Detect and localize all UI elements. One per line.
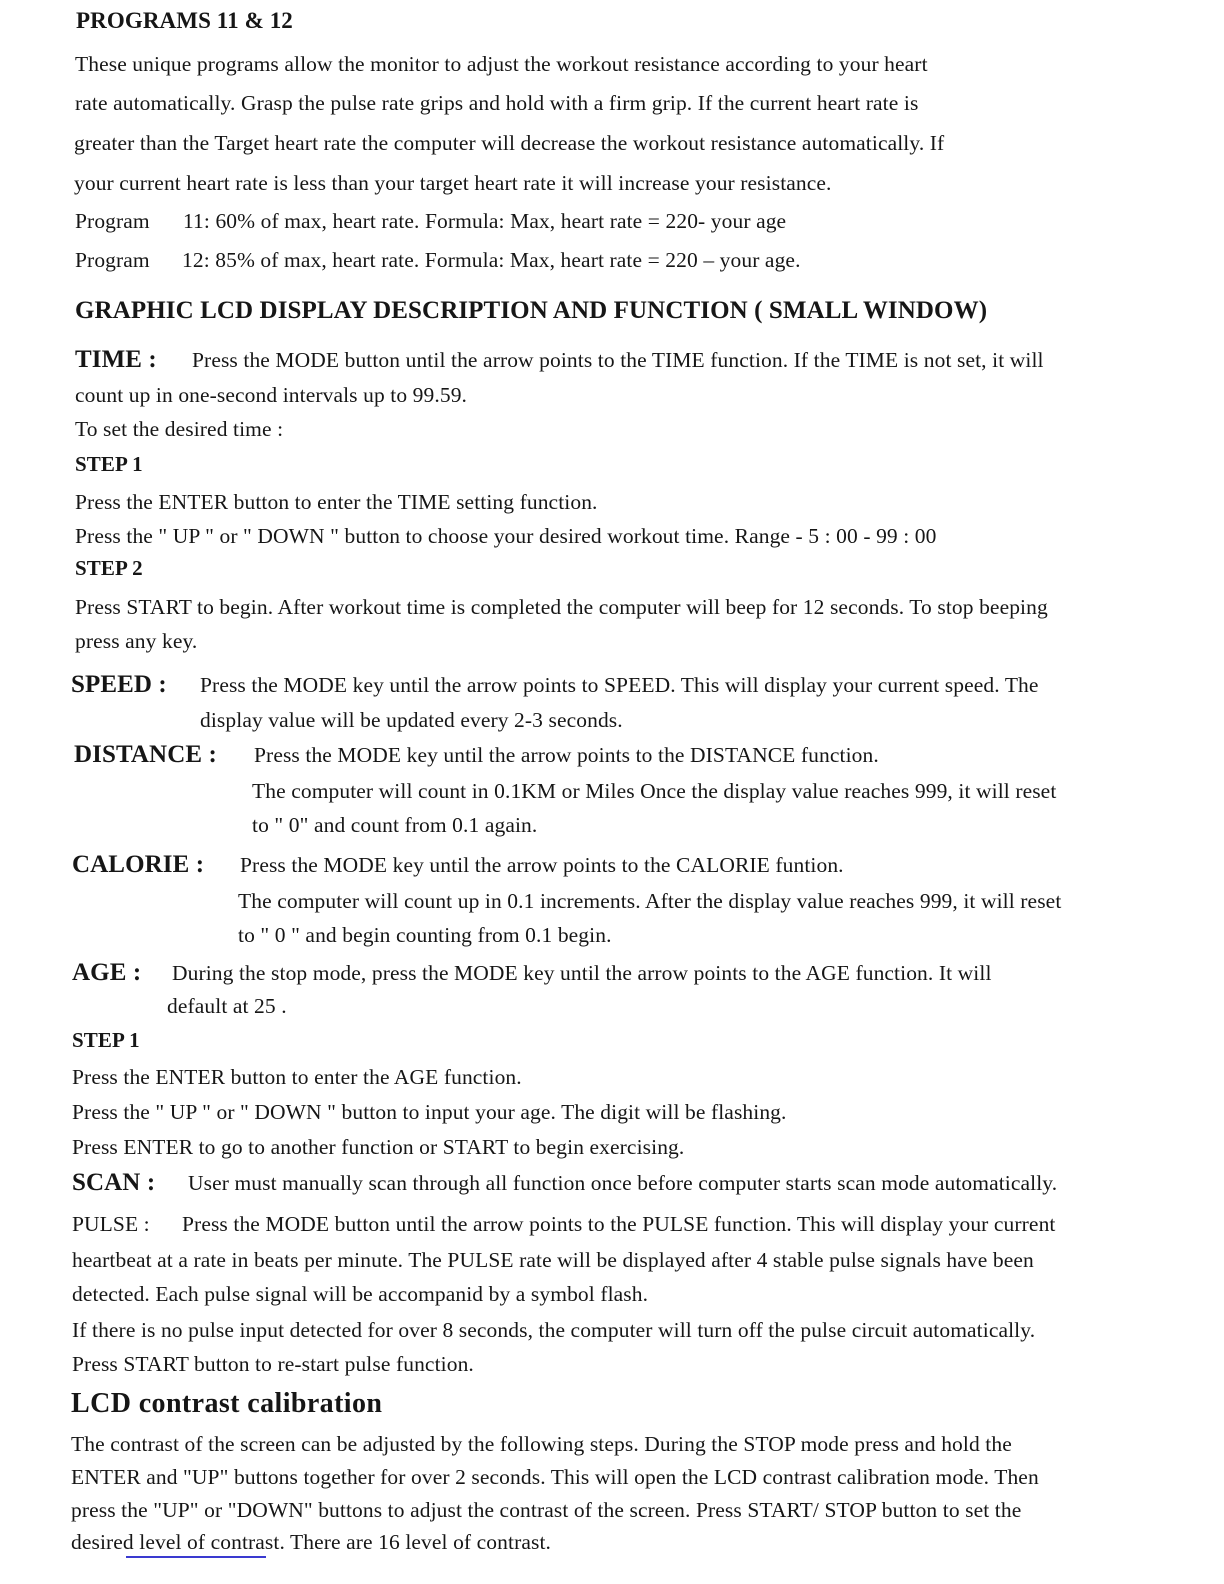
speed-line-1: Press the MODE key until the arrow points to SPEED. This will display your current speed. The: [200, 673, 1039, 697]
speed-label: SPEED :: [71, 671, 167, 698]
calorie-row: [72, 852, 844, 878]
time-step1-label: STEP 1: [75, 452, 143, 476]
distance-line-1: Press the MODE key until the arrow points to the DISTANCE function.: [254, 743, 879, 767]
scan-row: [72, 1170, 1057, 1196]
programs-line-2: rate automatically. Grasp the pulse rate grips and hold with a firm grip. If the current heart rate is: [75, 91, 919, 115]
program-12-label: Program: [75, 248, 150, 272]
program-12-text: 12: 85% of max, heart rate. Formula: Max, heart rate = 220 – your age.: [182, 248, 801, 272]
time-row: [75, 347, 1044, 373]
time-step2-line-2: press any key.: [75, 629, 198, 653]
contrast-heading: LCD contrast calibration: [71, 1388, 383, 1419]
pulse-line-2: heartbeat at a rate in beats per minute. The PULSE rate will be displayed after 4 stable pulse signals have been: [72, 1248, 1034, 1272]
programs-line-3: greater than the Target heart rate the computer will decrease the workout resistance automatically. If: [74, 131, 945, 155]
pulse-line-5: Press START button to re-start pulse function.: [72, 1352, 474, 1376]
calorie-line-1: Press the MODE key until the arrow points to the CALORIE funtion.: [240, 853, 844, 877]
distance-line-3: to " 0" and count from 0.1 again.: [252, 813, 538, 837]
contrast-line-4: desired level of contrast. There are 16 level of contrast.: [71, 1530, 551, 1554]
distance-label: DISTANCE :: [74, 741, 217, 768]
time-label: TIME :: [75, 346, 157, 373]
age-label: AGE :: [72, 959, 142, 986]
age-step1-line-2: Press the " UP " or " DOWN " button to input your age. The digit will be flashing.: [72, 1100, 787, 1124]
pulse-line-1: Press the MODE button until the arrow points to the PULSE function. This will display your current: [182, 1212, 1056, 1236]
pulse-line-4: If there is no pulse input detected for over 8 seconds, the computer will turn off the pulse circuit automatically.: [72, 1318, 1036, 1342]
calorie-label: CALORIE :: [72, 851, 205, 878]
footer-rule: [126, 1556, 266, 1558]
pulse-row: [72, 1211, 1056, 1237]
scan-line-1: User must manually scan through all function once before computer starts scan mode automatically.: [188, 1171, 1058, 1195]
distance-row: [74, 742, 879, 768]
contrast-line-2: ENTER and "UP" buttons together for over 2 seconds. This will open the LCD contrast calibration mode. Then: [71, 1465, 1039, 1489]
programs-line-4: your current heart rate is less than your target heart rate it will increase your resistance.: [74, 171, 832, 195]
age-step1-line-1: Press the ENTER button to enter the AGE function.: [72, 1065, 522, 1089]
time-step1-line-1: Press the ENTER button to enter the TIME setting function.: [75, 490, 598, 514]
time-line-2: count up in one-second intervals up to 99.59.: [75, 383, 468, 407]
age-step1-line-3: Press ENTER to go to another function or START to begin exercising.: [72, 1135, 685, 1159]
lcd-section-heading: GRAPHIC LCD DISPLAY DESCRIPTION AND FUNCTION ( SMALL WINDOW): [75, 297, 988, 324]
age-line-2: default at 25 .: [167, 994, 287, 1018]
contrast-line-3: press the "UP" or "DOWN" buttons to adjust the contrast of the screen. Press START/ STOP button to set the: [71, 1498, 1022, 1522]
age-row: [72, 960, 992, 986]
pulse-line-3: detected. Each pulse signal will be accompanid by a symbol flash.: [72, 1282, 649, 1306]
contrast-line-1: The contrast of the screen can be adjusted by the following steps. During the STOP mode press and hold the: [71, 1432, 1012, 1456]
program-11-row: [75, 208, 786, 234]
calorie-line-3: to " 0 " and begin counting from 0.1 begin.: [238, 923, 612, 947]
age-step1-label: STEP 1: [72, 1028, 140, 1052]
scan-label: SCAN :: [72, 1169, 156, 1196]
time-line-3: To set the desired time :: [75, 417, 284, 441]
speed-row: [71, 672, 1039, 698]
speed-line-2: display value will be updated every 2-3 seconds.: [200, 708, 623, 732]
age-line-1: During the stop mode, press the MODE key until the arrow points to the AGE function. It will: [172, 961, 992, 985]
time-line-1: Press the MODE button until the arrow points to the TIME function. If the TIME is not set, it will: [192, 348, 1044, 372]
program-11-text: 11: 60% of max, heart rate. Formula: Max, heart rate = 220- your age: [183, 209, 787, 233]
calorie-line-2: The computer will count up in 0.1 increments. After the display value reaches 999, it will reset: [238, 889, 1062, 913]
programs-line-1: These unique programs allow the monitor to adjust the workout resistance according to your heart: [75, 52, 928, 76]
time-step2-label: STEP 2: [75, 556, 143, 580]
pulse-label: PULSE :: [72, 1212, 150, 1236]
time-step1-line-2: Press the " UP " or " DOWN " button to choose your desired workout time. Range - 5 : 00 - 99 : 00: [75, 524, 937, 548]
distance-line-2: The computer will count in 0.1KM or Miles Once the display value reaches 999, it will reset: [252, 779, 1057, 803]
time-step2-line-1: Press START to begin. After workout time is completed the computer will beep for 12 seconds. To stop beeping: [75, 595, 1048, 619]
programs-heading: PROGRAMS 11 & 12: [76, 8, 293, 33]
program-12-row: [75, 247, 801, 273]
program-11-label: Program: [75, 209, 150, 233]
